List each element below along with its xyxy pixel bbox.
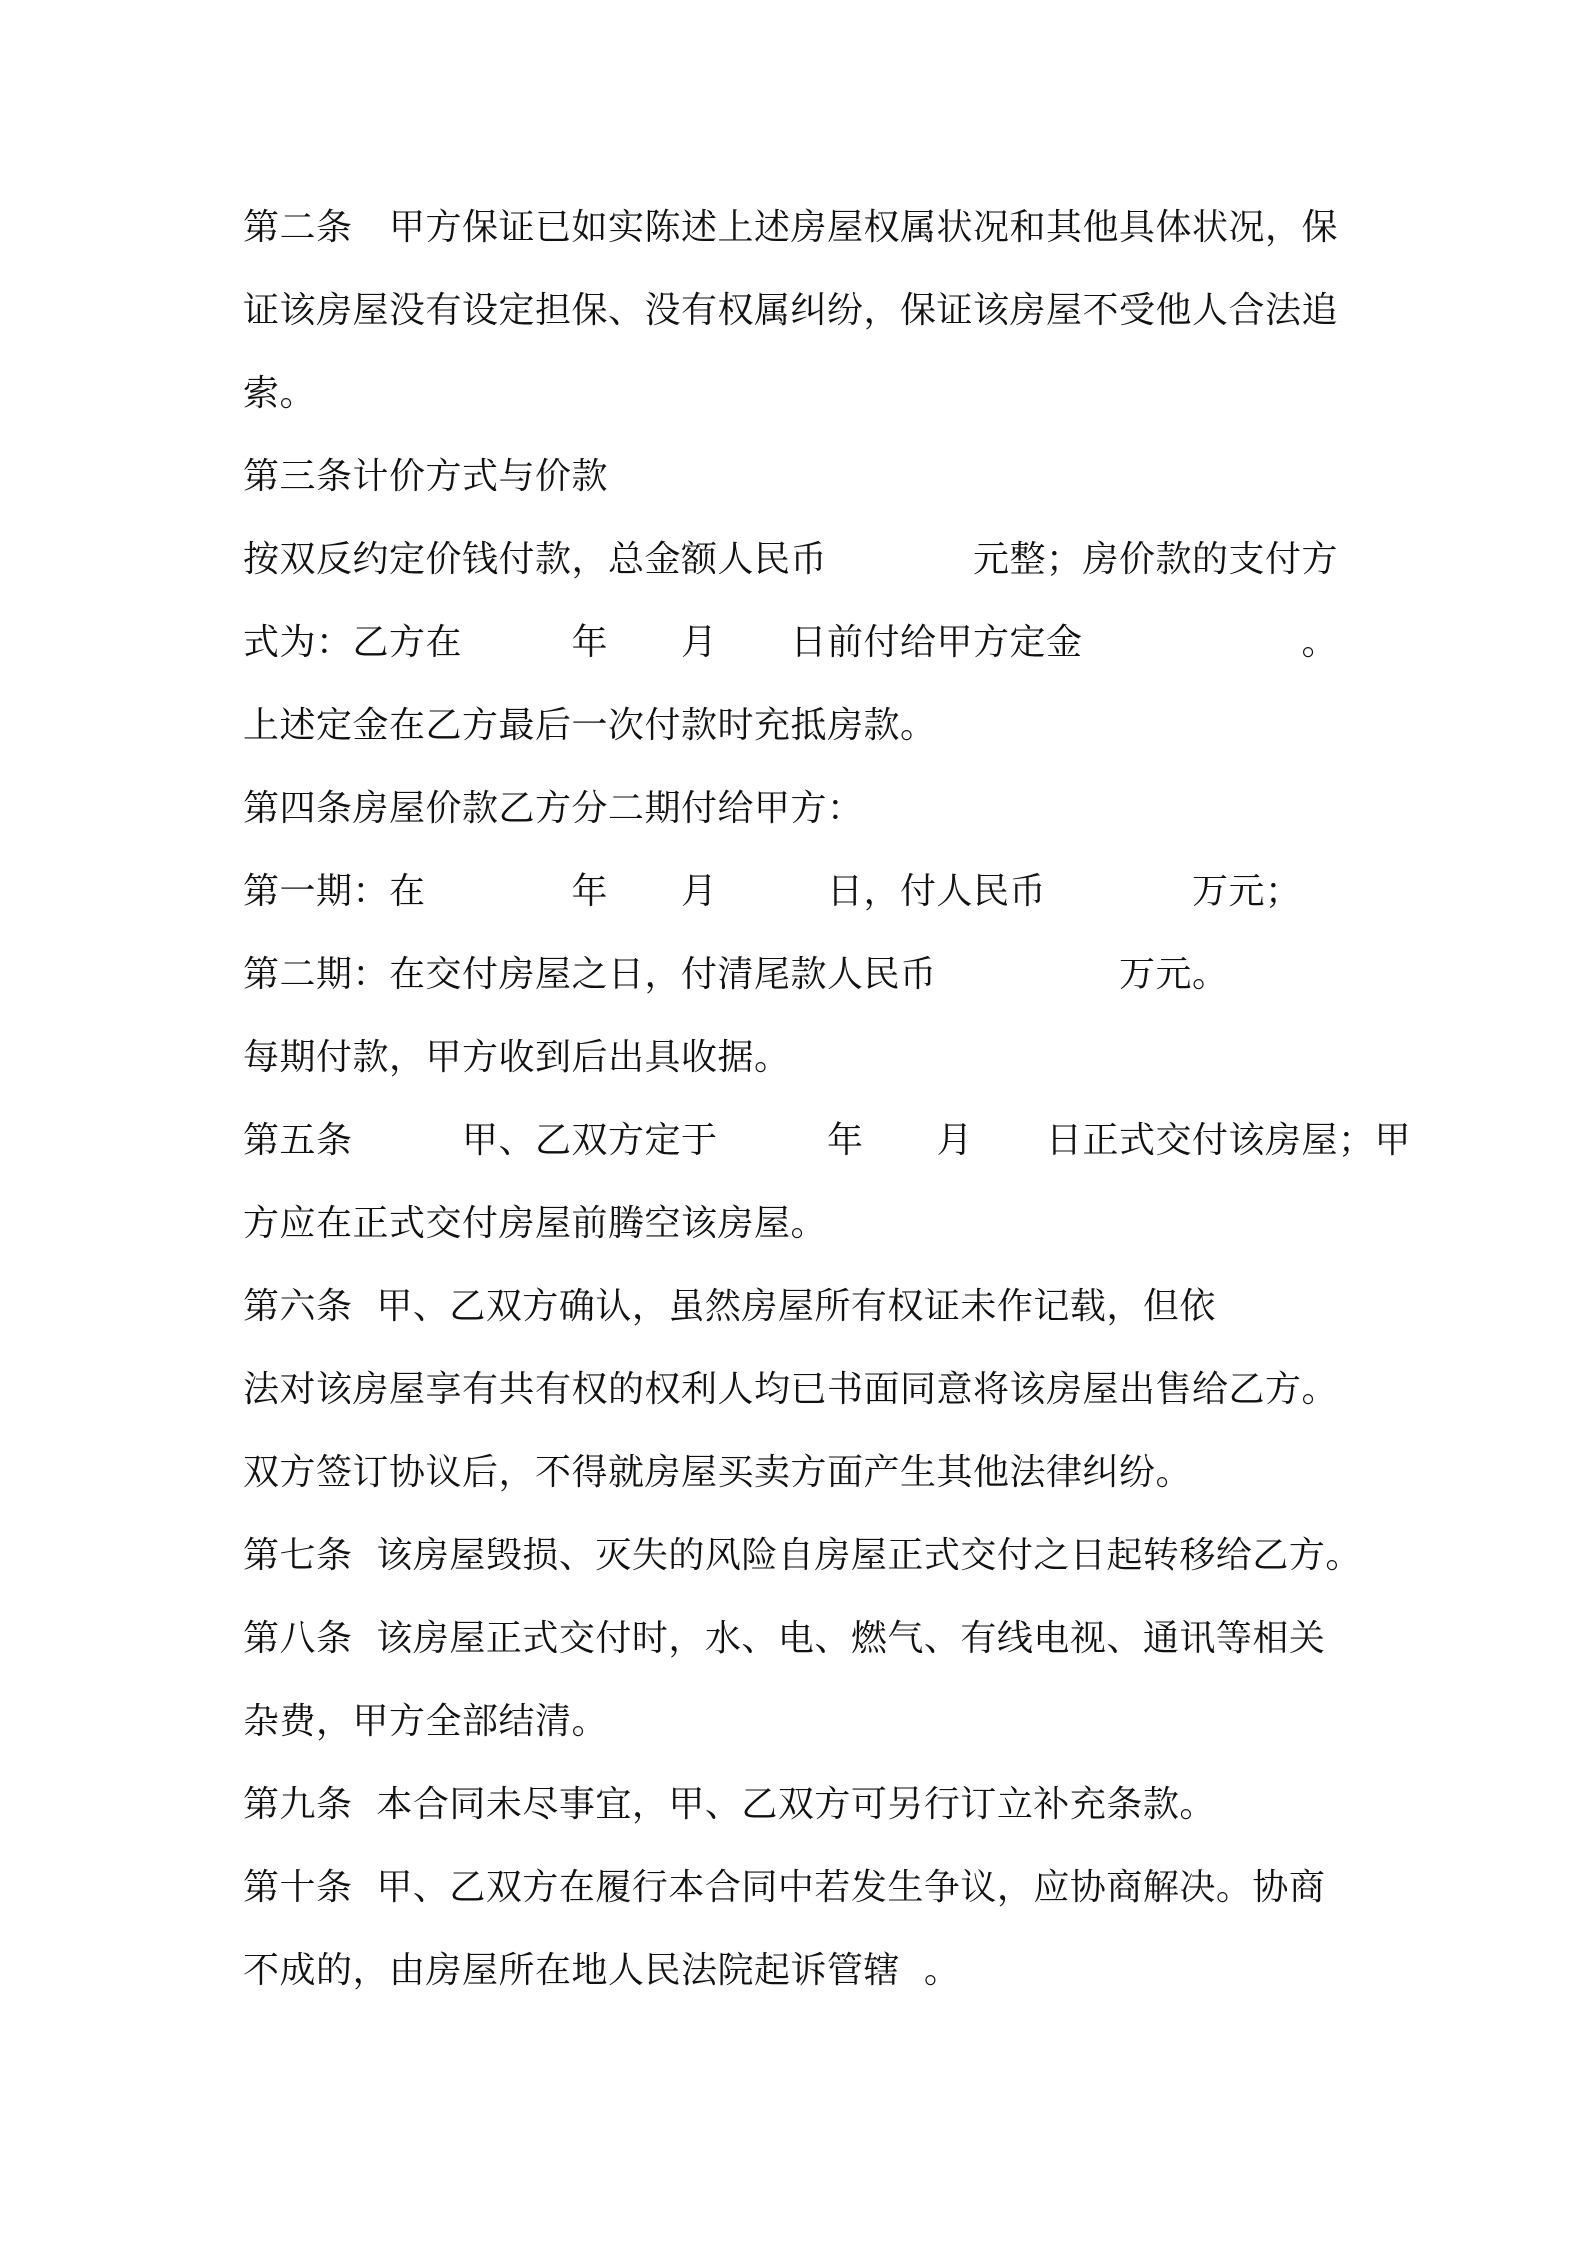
text-line: 双方签订协议后，不得就房屋买卖方面产生其他法律纠纷。 xyxy=(243,1452,1193,1493)
text-line: 法对该房屋享有共有权的权利人均已书面同意将该房屋出售给乙方。 xyxy=(243,1369,1339,1410)
text-line: 按双反约定价钱付款，总金额人民币 元整；房价款的支付方 xyxy=(243,539,1339,580)
text-line: 第三条计价方式与价款 xyxy=(243,456,609,497)
text-line: 第七条 该房屋毁损、灭失的风险自房屋正式交付之日起转移给乙方。 xyxy=(243,1535,1362,1576)
text-line: 第十条 甲、乙双方在履行本合同中若发生争议，应协商解决。协商 xyxy=(243,1867,1326,1908)
text-line: 第二期：在交付房屋之日，付清尾款人民币 万元。 xyxy=(243,954,1229,995)
text-line: 每期付款，甲方收到后出具收据。 xyxy=(243,1037,791,1078)
text-line: 第二条 甲方保证已如实陈述上述房屋权属状况和其他具体状况，保 xyxy=(243,207,1339,248)
text-line: 上述定金在乙方最后一次付款时充抵房款。 xyxy=(243,705,937,746)
text-line: 证该房屋没有设定担保、没有权属纠纷，保证该房屋不受他人合法追 xyxy=(243,290,1339,331)
text-line: 第五条 甲、乙双方定于 年 月 日正式交付该房屋；甲 xyxy=(243,1120,1412,1161)
text-line: 第一期：在 年 月 日，付人民币 万元； xyxy=(243,871,1302,912)
text-line: 索。 xyxy=(243,373,317,414)
text-line: 第八条 该房屋正式交付时，水、电、燃气、有线电视、通讯等相关 xyxy=(243,1618,1326,1659)
text-line: 不成的，由房屋所在地人民法院起诉管辖 。 xyxy=(243,1950,961,1991)
text-line: 方应在正式交付房屋前腾空该房屋。 xyxy=(243,1203,828,1244)
text-line: 式为：乙方在 年 月 日前付给甲方定金 。 xyxy=(243,622,1339,663)
text-line: 第六条 甲、乙双方确认，虽然房屋所有权证未作记载，但依 xyxy=(243,1286,1216,1327)
text-line: 第四条房屋价款乙方分二期付给甲方： xyxy=(243,788,864,829)
text-line: 杂费，甲方全部结清。 xyxy=(243,1701,609,1742)
text-line: 第九条 本合同未尽事宜，甲、乙双方可另行订立补充条款。 xyxy=(243,1784,1216,1825)
